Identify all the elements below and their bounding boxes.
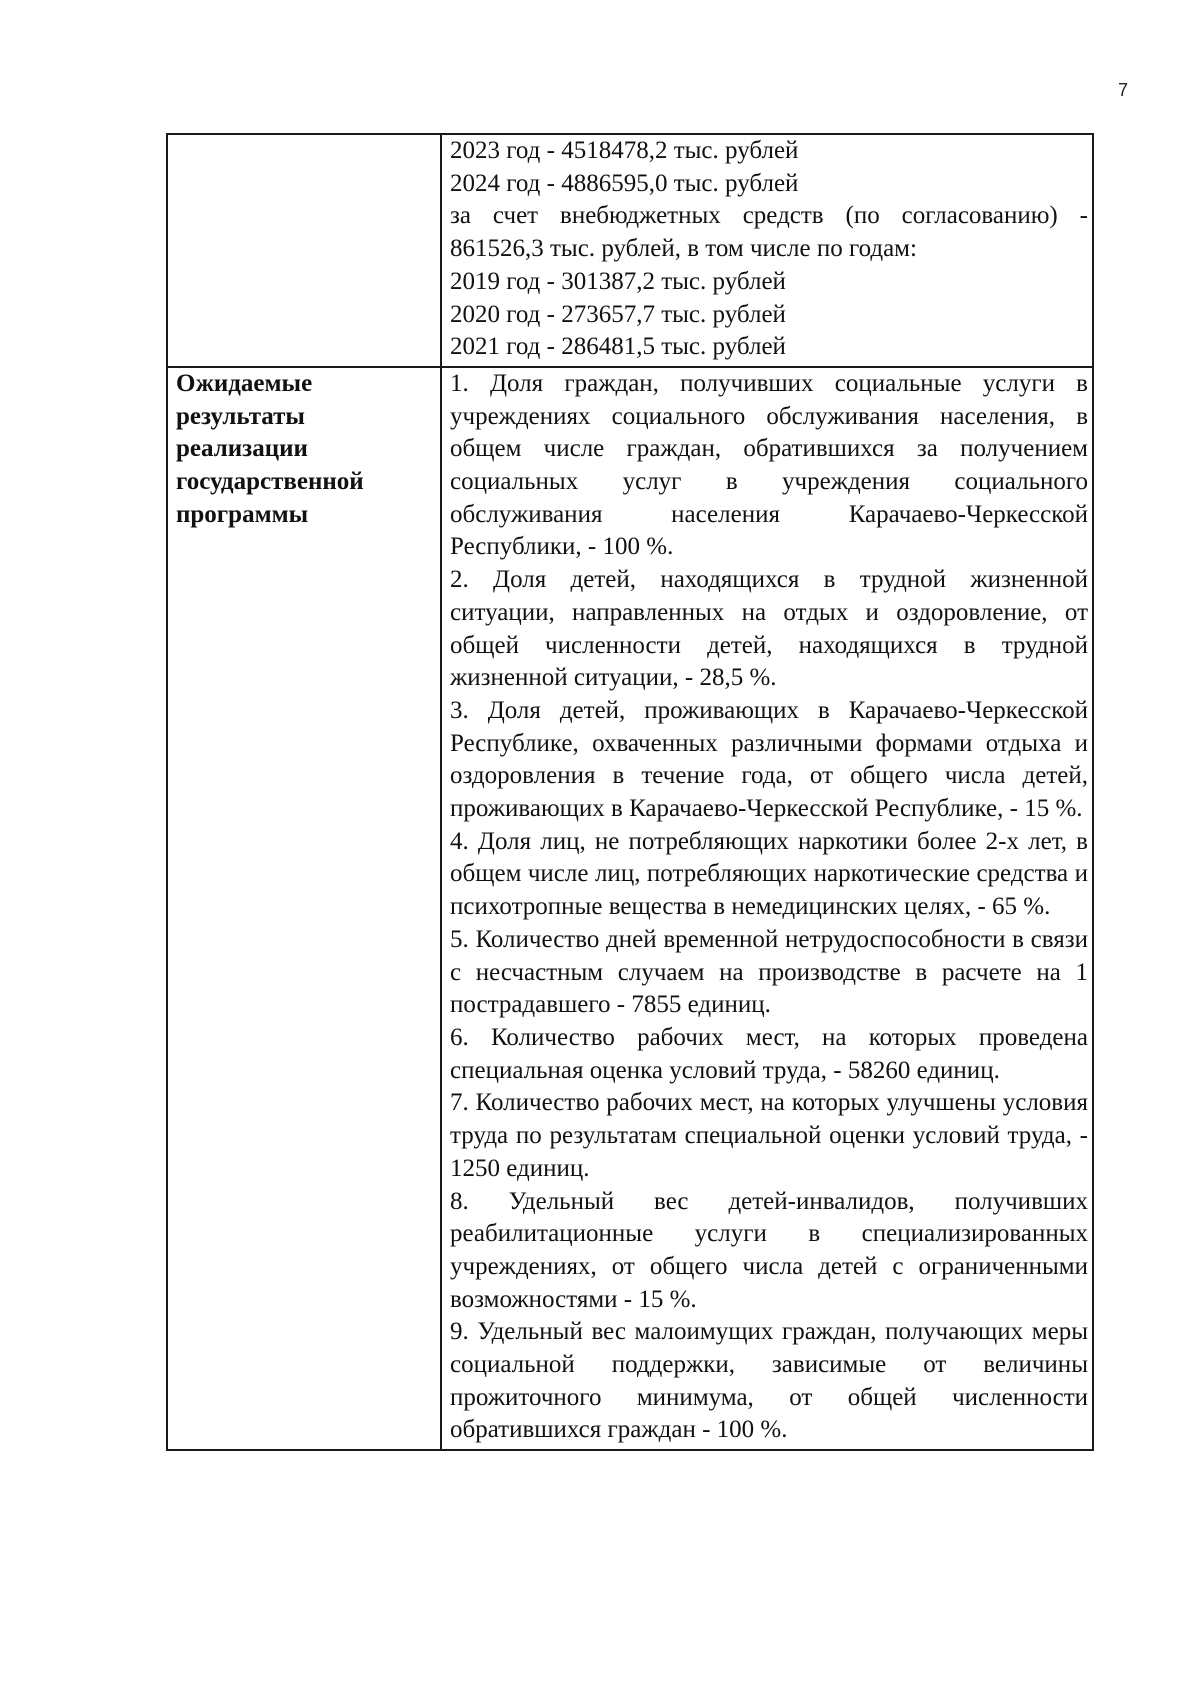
result-item: 9. Удельный вес малоимущих граждан, получающих меры социальной поддержки, зависимые от величины прожиточного минимума, от общей численности обратившихся граждан - 100 %. <box>450 1318 1088 1444</box>
funding-line: 2024 год - 4886595,0 тыс. рублей <box>450 169 799 197</box>
program-passport-table <box>166 133 1094 1451</box>
result-item: 7. Количество рабочих мест, на которых улучшены условия труда по результатам специальной оценки условий труда, - 1250 единиц. <box>450 1089 1088 1182</box>
result-item: 8. Удельный вес детей-инвалидов, получивших реабилитационные услуги в специализированных учреждениях, от общего числа детей с ограниченными возможностями - 15 %. <box>450 1187 1088 1313</box>
funding-line: 2021 год - 286481,5 тыс. рублей <box>450 333 786 361</box>
result-item: 2. Доля детей, находящихся в трудной жизненной ситуации, направленных на отдых и оздоровление, от общей численности детей, находящихся в трудной жизненной ситуации, - 28,5 %. <box>450 566 1088 692</box>
expected-results-content-cell <box>441 367 1093 1450</box>
result-item: 1. Доля граждан, получивших социальные услуги в учреждениях социального обслуживания населения, в общем числе граждан, обратившихся за получением социальных услуг в учреждения социального обслуживания населения Карачаево-Черкесской Республики, - 100 %. <box>450 369 1088 561</box>
funding-line: 2023 год - 4518478,2 тыс. рублей <box>450 137 799 164</box>
result-item: 6. Количество рабочих мест, на которых проведена специальная оценка условий труда, - 58260 единиц. <box>450 1023 1088 1084</box>
result-item: 5. Количество дней временной нетрудоспособности в связи с несчастным случаем на производстве в расчете на 1 пострадавшего - 7855 единиц. <box>450 925 1088 1019</box>
expected-results-label: Ожидаемые результаты реализации государственной программы <box>167 367 441 1450</box>
funding-row-label-cell <box>167 134 441 367</box>
funding-row-content-cell <box>441 134 1093 367</box>
result-item: 4. Доля лиц, не потребляющих наркотики более 2-х лет, в общем числе лиц, потребляющих наркотические средства и психотропные вещества в немедицинских целях, - 65 %. <box>450 827 1088 921</box>
result-item: 3. Доля детей, проживающих в Карачаево-Черкесской Республике, охваченных различными формами отдыха и оздоровления в течение года, от общего числа детей, проживающих в Карачаево-Черкесской Республике, - 15 %. <box>450 696 1088 823</box>
funding-line: 2019 год - 301387,2 тыс. рублей <box>450 267 786 295</box>
page-number: 7 <box>1118 80 1129 100</box>
funding-line: 2020 год - 273657,7 тыс. рублей <box>450 300 786 328</box>
funding-line: за счет внебюджетных средств (по согласованию) - 861526,3 тыс. рублей, в том числе по годам: <box>450 202 1088 263</box>
funding-row <box>167 134 1093 367</box>
expected-results-row <box>167 367 1093 1450</box>
